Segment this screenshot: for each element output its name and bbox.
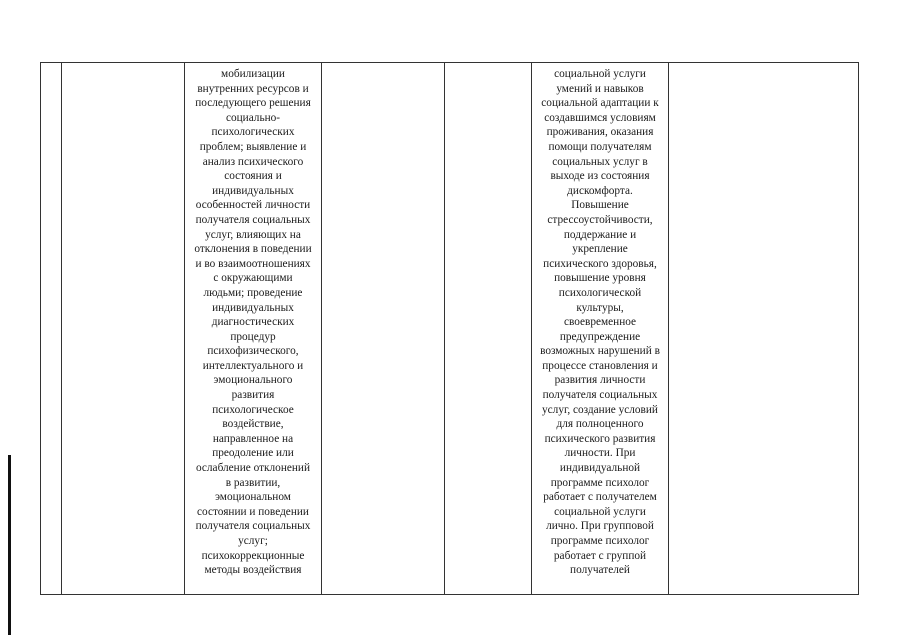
text-line: выходе из состояния bbox=[550, 170, 650, 183]
service-content-text bbox=[185, 63, 321, 578]
text-line: индивидуальной bbox=[559, 462, 641, 475]
text-line: помощи получателям bbox=[548, 140, 652, 153]
text-line: программе психолог bbox=[550, 476, 650, 489]
text-line: получателя социальных bbox=[195, 520, 311, 533]
text-line: особенностей личности bbox=[195, 199, 311, 212]
text-line: эмоциональном bbox=[215, 491, 291, 504]
text-line: культуры, bbox=[576, 301, 624, 314]
text-line: работает с группой bbox=[553, 549, 647, 562]
text-line: психологической bbox=[558, 286, 642, 299]
text-line: психического здоровья, bbox=[543, 257, 657, 270]
text-line: преодоление или bbox=[212, 447, 294, 460]
text-line: дискомфорта. bbox=[567, 184, 633, 197]
table-cell-col7 bbox=[669, 63, 859, 595]
text-line: услуг; bbox=[238, 535, 268, 547]
text-line: процессе становления и bbox=[542, 359, 658, 372]
text-line: направленное на bbox=[212, 432, 294, 445]
text-line: диагностических bbox=[211, 316, 295, 329]
text-line: социально- bbox=[225, 111, 281, 124]
table-cell-col5 bbox=[445, 63, 532, 595]
text-line: личности. При bbox=[564, 447, 636, 460]
text-line: развития личности bbox=[554, 374, 646, 387]
scan-edge-mark bbox=[8, 455, 11, 635]
table-cell-col1 bbox=[41, 63, 62, 595]
document-table bbox=[40, 62, 859, 595]
text-line: проблем; выявление и bbox=[199, 140, 307, 153]
text-line: людьми; проведение bbox=[203, 286, 303, 299]
text-line: поддержание и bbox=[563, 228, 637, 241]
text-line: умений и навыков bbox=[556, 82, 644, 95]
text-line: индивидуальных bbox=[212, 184, 294, 197]
text-line: ослабление отклонений bbox=[195, 462, 311, 475]
text-line: психокоррекционные bbox=[201, 549, 305, 562]
service-result-text bbox=[532, 63, 668, 578]
text-line: индивидуальных bbox=[212, 301, 294, 314]
text-line: возможных нарушений в bbox=[540, 345, 660, 358]
text-line: создавшимся условиям bbox=[544, 111, 656, 124]
text-line: укрепление bbox=[572, 243, 628, 256]
text-line: получателя социальных bbox=[195, 213, 311, 226]
text-line: психологических bbox=[211, 126, 295, 139]
text-line: методы воздействия bbox=[204, 564, 302, 577]
text-line: внутренних ресурсов и bbox=[197, 82, 309, 95]
text-line: последующего решения bbox=[195, 97, 311, 110]
text-line: услуг, влияющих на bbox=[205, 228, 301, 241]
text-line: работает с получателем bbox=[543, 491, 657, 504]
text-line: психофизического, bbox=[207, 345, 299, 358]
text-line: воздействие, bbox=[222, 418, 284, 431]
text-line: проживания, оказания bbox=[546, 126, 654, 139]
text-line: интеллектуального и bbox=[202, 359, 304, 372]
text-line: анализ психического bbox=[202, 155, 304, 168]
text-line: социальных услуг в bbox=[552, 155, 648, 168]
text-line: социальной услуги bbox=[554, 68, 646, 80]
text-line: развития bbox=[231, 389, 275, 402]
text-line: состояния и bbox=[224, 170, 282, 183]
text-line: для полноценного bbox=[556, 418, 644, 431]
text-line: с окружающими bbox=[213, 272, 293, 285]
text-line: услуг, создание условий bbox=[542, 403, 658, 416]
text-line: лично. При групповой bbox=[546, 520, 654, 533]
text-line: мобилизации bbox=[221, 68, 285, 80]
text-line: психологическое bbox=[212, 403, 294, 416]
table-cell-col3 bbox=[185, 63, 322, 595]
text-line: социальной адаптации к bbox=[541, 97, 659, 110]
text-line: социальной услуги bbox=[554, 505, 646, 518]
table-cell-col2 bbox=[62, 63, 185, 595]
text-line: психического развития bbox=[544, 432, 656, 445]
text-line: получателя социальных bbox=[542, 389, 658, 402]
table-cell-col4 bbox=[322, 63, 445, 595]
text-line: отклонения в поведении bbox=[194, 243, 312, 256]
text-line: состоянии и поведении bbox=[197, 505, 309, 518]
text-line: стрессоустойчивости, bbox=[547, 213, 653, 226]
text-line: получателей bbox=[570, 564, 630, 577]
text-line: и во взаимоотношениях bbox=[195, 257, 311, 270]
text-line: программе психолог bbox=[550, 535, 650, 547]
text-line: в развитии, bbox=[225, 476, 281, 489]
text-line: предупреждение bbox=[559, 330, 641, 343]
text-line: Повышение bbox=[571, 199, 629, 212]
text-line: эмоционального bbox=[213, 374, 293, 387]
table-cell-col6 bbox=[532, 63, 669, 595]
text-line: процедур bbox=[230, 330, 276, 343]
text-line: своевременное bbox=[563, 316, 637, 329]
table-row bbox=[41, 63, 859, 595]
text-line: повышение уровня bbox=[554, 272, 646, 285]
